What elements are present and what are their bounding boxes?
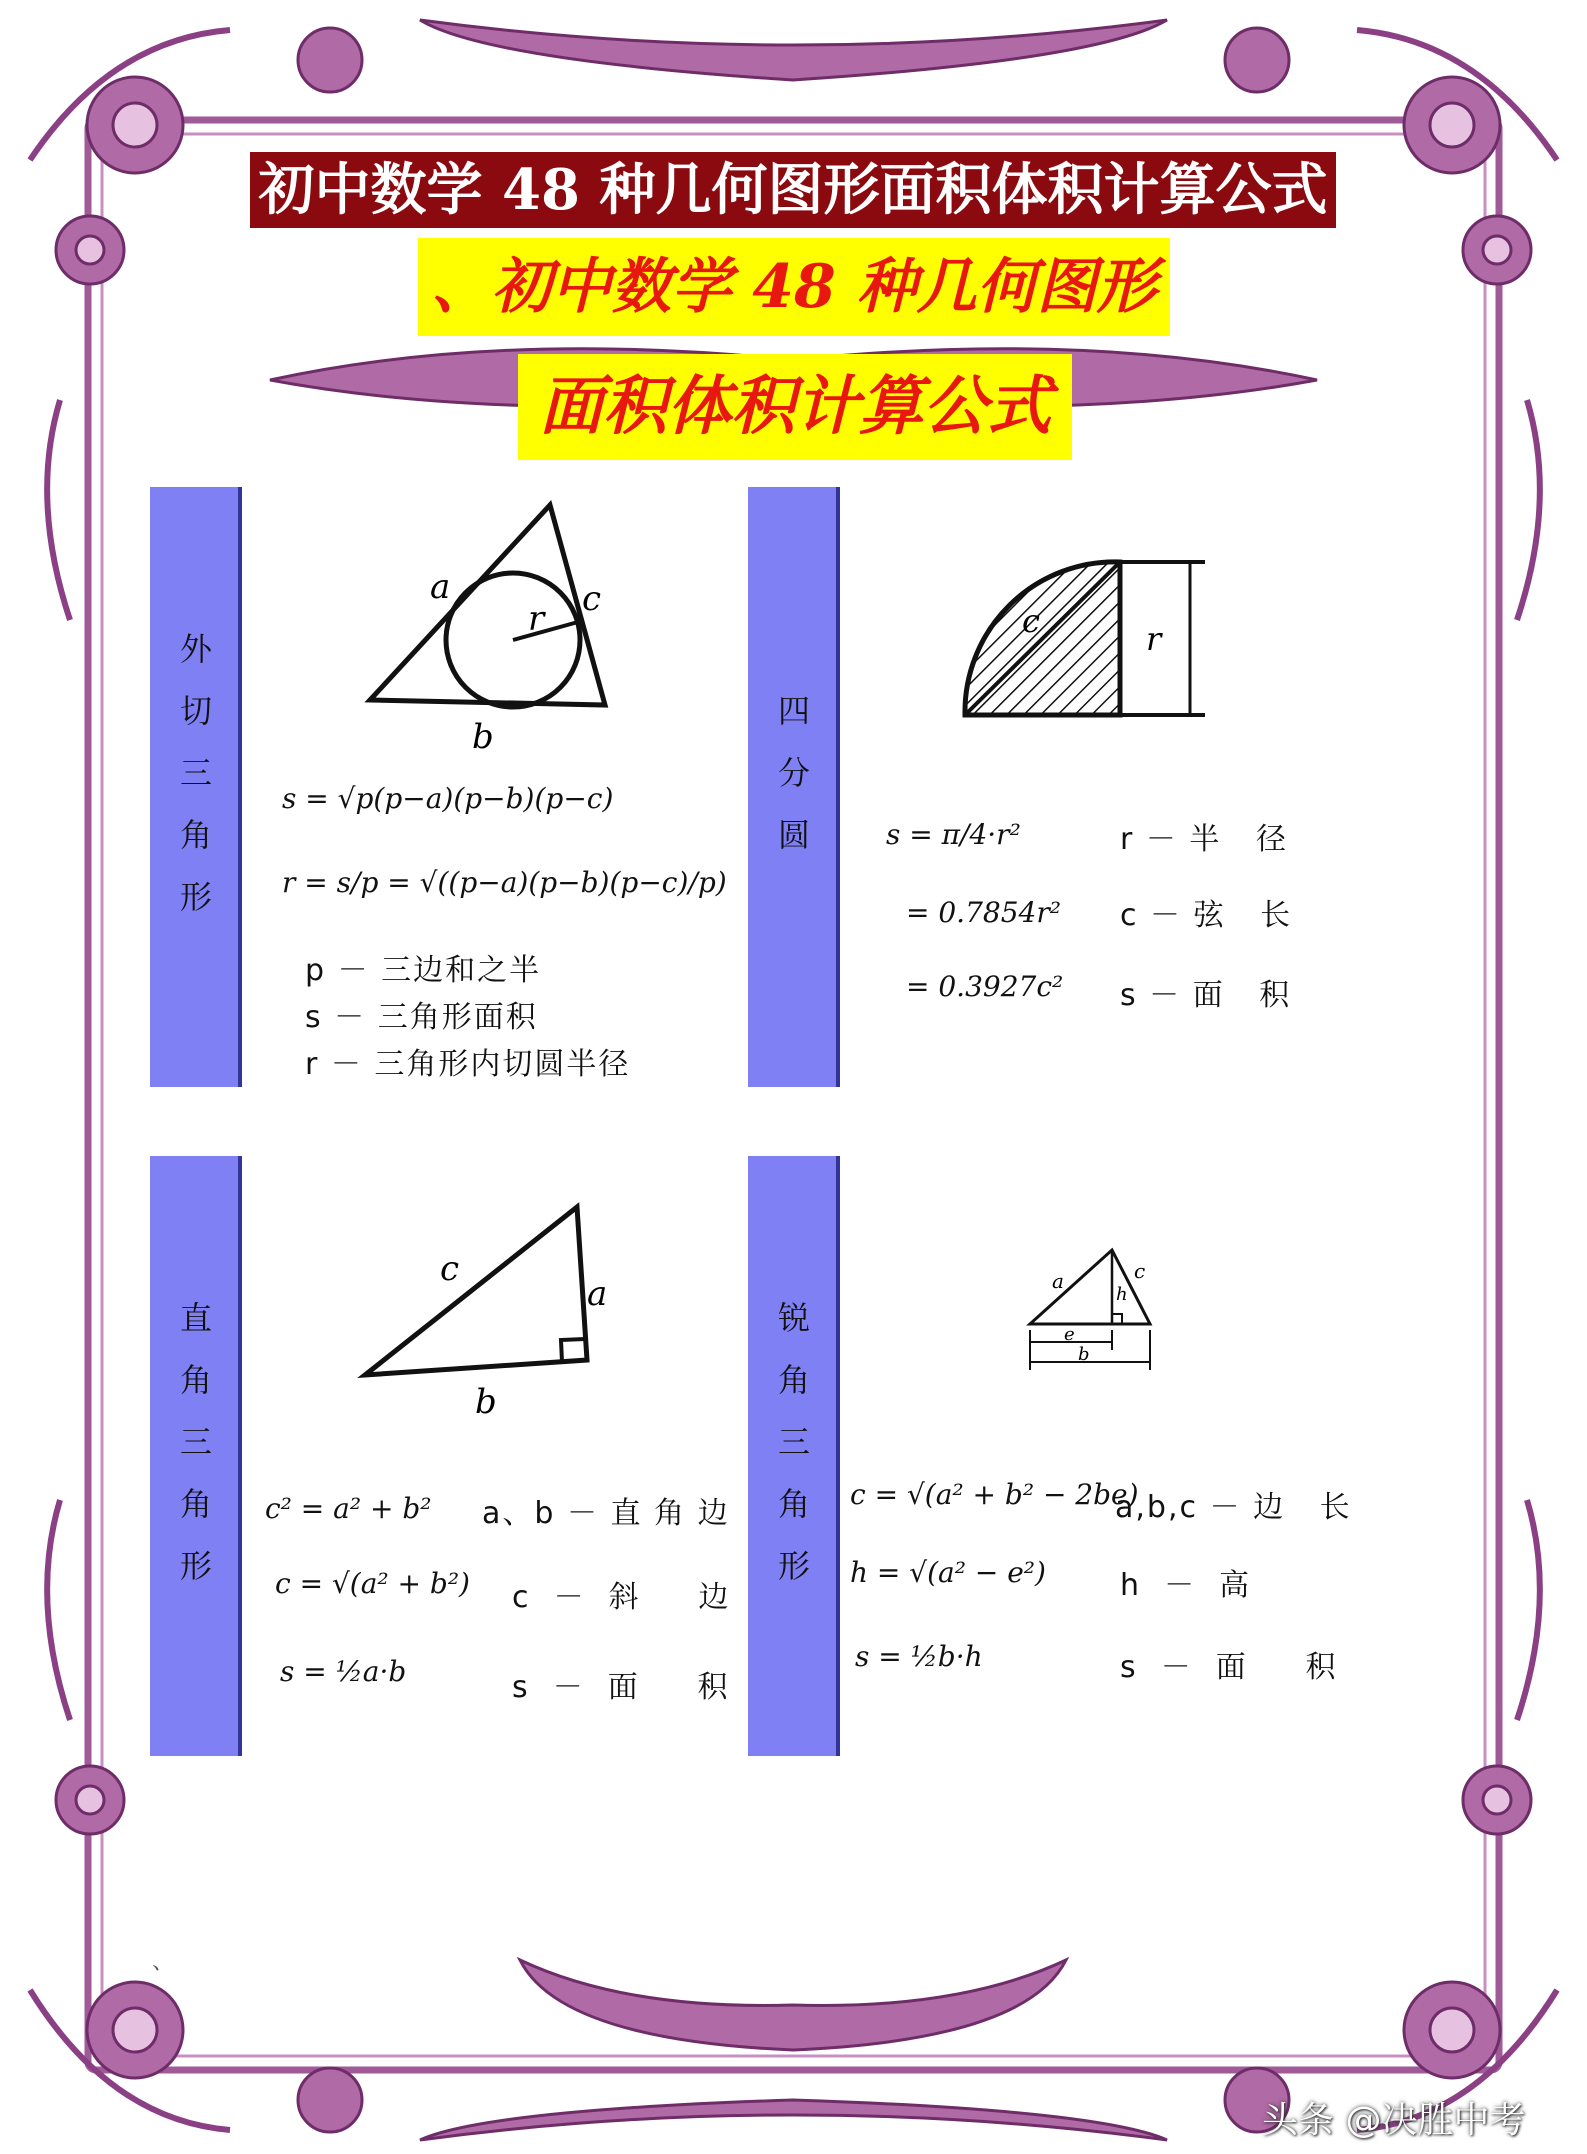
watermark: 头条 @决胜中考 (1262, 2100, 1526, 2141)
diagram-label-b: b (1078, 1344, 1090, 1365)
right-triangle-diagram (355, 1195, 625, 1425)
subtitle-line-2: 面积体积计算公式 (518, 354, 1072, 460)
diagram-label-b: b (472, 717, 494, 757)
formula-right-area: s = ½a·b (280, 1655, 407, 1688)
diagram-label-r: r (1146, 620, 1162, 658)
acute-triangle-label: 锐角三角形 (748, 1156, 840, 1756)
quarter-circle-label: 四分圆 (748, 487, 840, 1087)
formula-inradius: r = s/p = √((p−a)(p−b)(p−c)/p) (282, 866, 727, 899)
diagram-label-c: c (1134, 1259, 1146, 1283)
stray-mark: 、 (152, 1950, 175, 1975)
formula-area-heron: s = √p(p−a)(p−b)(p−c) (282, 782, 614, 815)
definition-c: c － 弦 长 (1120, 898, 1293, 933)
definition-area: s － 面 积 (512, 1670, 730, 1705)
incircle-triangle-label: 外切三角形 (150, 487, 242, 1087)
diagram-label-a: a (1052, 1269, 1064, 1293)
formula-cosine-law: c = √(a² + b² − 2be) (850, 1478, 1139, 1511)
diagram-label-r: r (528, 599, 545, 639)
quarter-circle-diagram (950, 550, 1220, 730)
definition-r: r － 三角形内切圆半径 (305, 1047, 631, 1082)
formula-quarter-c: = 0.3927c² (906, 970, 1064, 1003)
diagram-label-c: c (1022, 602, 1040, 640)
definition-area: s － 面 积 (1120, 1650, 1338, 1685)
diagram-label-c: c (440, 1249, 460, 1289)
formula-quarter-area: s = π/4·r² (886, 818, 1021, 851)
diagram-label-h: h (1116, 1284, 1128, 1305)
formula-hypotenuse: c = √(a² + b²) (275, 1567, 470, 1600)
definition-legs: a、b － 直 角 边 (482, 1496, 730, 1531)
diagram-label-c: c (582, 579, 602, 619)
diagram-label-e: e (1064, 1324, 1075, 1345)
formula-height: h = √(a² − e²) (850, 1556, 1046, 1589)
diagram-label-b: b (475, 1382, 497, 1422)
definition-p: p － 三边和之半 (305, 953, 542, 988)
definition-height: h － 高 (1120, 1568, 1252, 1603)
definition-hypotenuse: c － 斜 边 (512, 1580, 731, 1615)
formula-acute-area: s = ½b·h (855, 1640, 983, 1673)
definition-s: s － 三角形面积 (305, 1000, 538, 1035)
definition-r: r － 半 径 (1120, 822, 1289, 857)
definition-s: s － 面 积 (1120, 978, 1292, 1013)
subtitle-line-1: 、初中数学 48 种几何图形 (418, 238, 1170, 336)
page-title: 初中数学 48 种几何图形面积体积计算公式 (250, 152, 1336, 228)
right-triangle-label: 直角三角形 (150, 1156, 242, 1756)
formula-pythagoras: c² = a² + b² (265, 1492, 432, 1525)
diagram-label-a: a (587, 1274, 608, 1314)
diagram-label-a: a (430, 567, 451, 607)
formula-quarter-r: = 0.7854r² (906, 896, 1061, 929)
incircle-triangle-diagram (350, 490, 630, 760)
acute-triangle-diagram (1022, 1242, 1162, 1382)
definition-sides: a,b,c － 边 长 (1115, 1490, 1352, 1525)
